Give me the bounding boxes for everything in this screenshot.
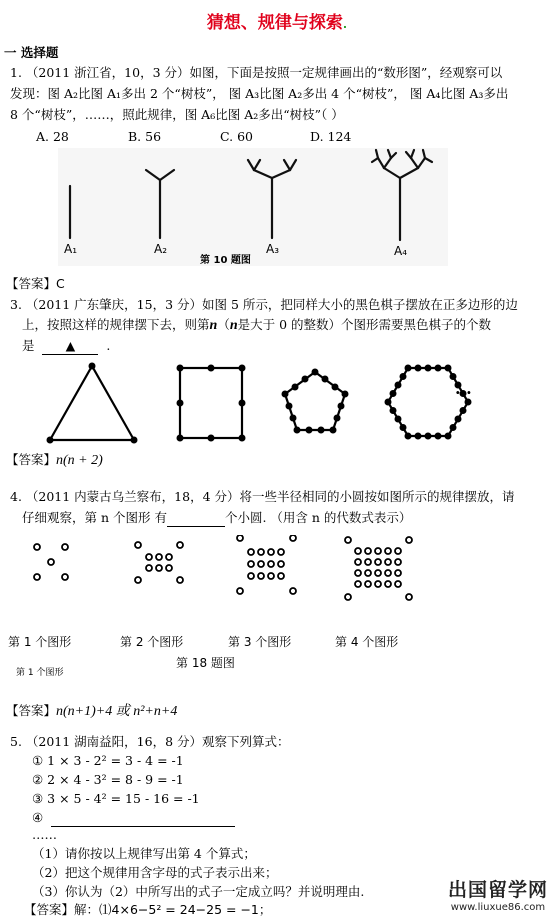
q1-option-b: B. 56 [128,129,162,144]
q4-figure-caption: 第 18 题图 [176,656,235,670]
q3-polygon-figure [30,360,480,450]
q3-line-3: 是 ▲ . [22,338,111,353]
page-title: 猜想、规律与探索. [206,13,348,33]
q3-line-1: 3. （2011 广东肇庆，15，3 分）如图 5 所示，把同样大小的黑色棋子摆放在正多边形的边 [10,297,518,312]
tree-label-a2: A₂ [154,242,168,256]
q4-fig-label-1: 第 1 个图形 [8,635,72,649]
q1-line-3: 8 个“树枝”，……，照此规律，图 A₆比图 A₂多出“树枝”（ ） [10,107,344,122]
q3-answer: 【答案】n(n + 2) [6,452,103,468]
section-heading: 一 选择题 [4,45,59,60]
q5-dots: …… [32,827,57,842]
q4-line-2: 仔细观察，第 n 个图形 有 个小圆. （用含 n 的代数式表示） [22,510,412,525]
q1-tree-figure [58,148,448,266]
q1-answer: 【答案】C [6,276,65,291]
tree-figure-caption: 第 10 题图 [200,255,251,266]
tree-label-a4: A₄ [394,244,408,258]
q4-answer: 【答案】n(n+1)+4 或 n²+n+4 [6,703,178,719]
tree-a2-branch [160,170,174,180]
answer-blank [167,509,225,527]
q1-option-d: D. 124 [310,129,352,144]
q5-sub-3: （3）你认为（2）中所写出的式子一定成立吗？并说明理由. [32,884,365,899]
q3-line-2: 上，按照这样的规律摆下去，则第n（n是大于 0 的整数）个图形需要黑色棋子的个数 [22,317,492,333]
q4-line-1: 4. （2011 内蒙古乌兰察布，18，4 分）将一些半径相同的小圆按如图所示的规律摆放，请 [10,489,515,504]
q5-answer: 【答案】解：⑴4×6−5² = 24−25 = −1； [24,902,272,917]
answer-blank [51,809,235,827]
answer-blank: ▲ [42,337,98,355]
q5-equation-2: ② 2 × 4 - 3² = 8 - 9 = -1 [32,772,184,787]
q5-equation-4: ④ [32,809,235,827]
q3-ellipsis: ··· [455,383,472,402]
triangle-shape [50,366,134,440]
tree-a3-branch [254,170,272,178]
q5-equation-1: ① 1 × 3 - 2² = 3 - 4 = -1 [32,753,184,768]
tree-a4-branch [400,168,418,178]
tree-a2-branch [146,170,160,180]
tree-label-a3: A₃ [266,242,280,256]
tree-a4-branch [384,168,400,178]
q5-sub-1: （1）请你按以上规律写出第 4 个算式； [32,846,256,861]
q4-fig-label-4: 第 4 个图形 [335,635,399,649]
q5-equation-3: ③ 3 × 5 - 4² = 15 - 16 = -1 [32,791,200,806]
q4-circles-figure [25,535,455,625]
watermark-logo: 出国留学网 www.liuxue86.com [447,879,548,913]
q1-option-c: C. 60 [220,129,253,144]
q5-line-1: 5. （2011 湖南益阳，16，8 分）观察下列算式： [10,734,290,749]
q4-fig-label-2: 第 2 个图形 [120,635,184,649]
q1-line-1: 1. （2011 浙江省，10，3 分）如图，下面是按照一定规律画出的“数形图”，经观察可以 [10,65,503,80]
q4-fig-label-3: 第 3 个图形 [228,635,292,649]
square-shape [180,368,242,438]
tree-diagram [58,148,448,266]
q5-sub-2: （2）把这个规律用含字母的式子表示出来； [32,865,278,880]
q1-line-2: 发现：图 A₂比图 A₁多出 2 个“树枝”， 图 A₃比图 A₂多出 4 个“树枝”， 图 A₄比图 A₃多出 [10,86,509,101]
q1-option-a: A. 28 [36,129,69,144]
tree-a3-branch [272,170,290,178]
tree-label-a1: A₁ [64,242,78,256]
q4-small-label: 第 1 个图形 [16,668,64,678]
